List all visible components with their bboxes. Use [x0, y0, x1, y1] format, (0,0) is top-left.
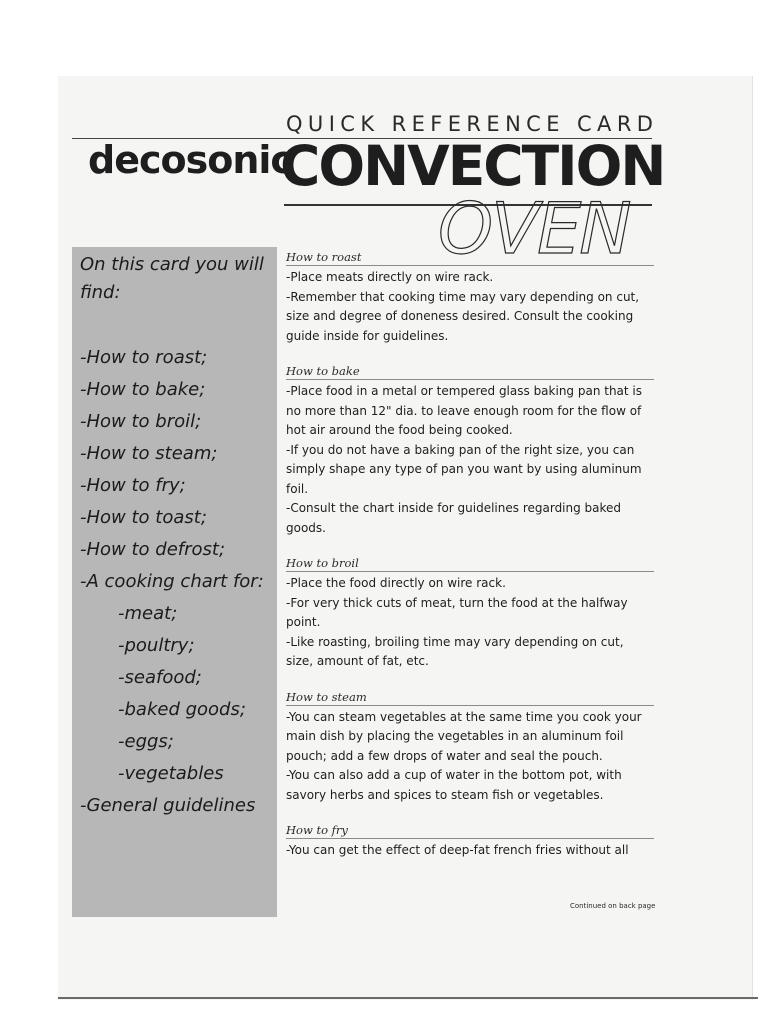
- section-title: How to steam: [286, 690, 654, 706]
- list-item: -How to toast;: [80, 507, 207, 528]
- instruction-line: -Remember that cooking time may vary depending on cut, size and degree of doneness desired. Consult the cooking guide inside for guidelines.: [286, 289, 640, 343]
- instruction-line: -Consult the chart inside for guidelines regarding baked goods.: [286, 501, 622, 535]
- list-item: -How to defrost;: [80, 539, 226, 560]
- section-title: How to fry: [286, 823, 654, 839]
- instruction-line: -Like roasting, broiling time may vary depending on cut, size, amount of fat, etc.: [286, 634, 624, 668]
- chart-list-item: -baked goods;: [118, 699, 246, 720]
- instruction-line: -Place food in a metal or tempered glass baking pan that is no more than 12" dia. to leave enough room for the flow of hot air around the food being cooked.: [286, 384, 643, 437]
- sidebar-intro: On this card you will find:: [80, 254, 264, 303]
- list-item: -General guidelines: [80, 795, 256, 816]
- instruction-line: -You can also add a cup of water in the bottom pot, with savory herbs and spices to steam fish or vegetables.: [286, 768, 622, 802]
- section-title: How to roast: [286, 250, 654, 266]
- instruction-line: -You can get the effect of deep-fat french fries without all: [286, 843, 629, 857]
- product-title: CONVECTION: [280, 134, 665, 198]
- section-bake: [286, 364, 654, 538]
- instruction-line: -Place the food directly on wire rack.: [286, 576, 506, 590]
- list-item: -A cooking chart for:: [80, 571, 264, 592]
- chart-list-item: -seafood;: [118, 667, 202, 688]
- contents-list: [80, 342, 280, 822]
- chart-list-item: -meat;: [118, 603, 178, 624]
- section-roast: [286, 250, 654, 346]
- card-label: QUICK REFERENCE CARD: [286, 112, 659, 136]
- brand-logo: decosonic: [88, 138, 292, 182]
- list-item: -How to roast;: [80, 347, 208, 368]
- page-edge-line: [58, 997, 758, 999]
- product-subtitle: OVEN: [438, 188, 630, 270]
- instruction-line: -If you do not have a baking pan of the right size, you can simply shape any type of pan you want by using aluminum foil.: [286, 442, 642, 496]
- instruction-line: -For very thick cuts of meat, turn the food at the halfway point.: [286, 595, 628, 629]
- list-item: -How to fry;: [80, 475, 186, 496]
- section-title: How to broil: [286, 556, 654, 572]
- list-item: -How to steam;: [80, 443, 218, 464]
- list-item: -How to broil;: [80, 411, 202, 432]
- contents-sidebar: [72, 247, 277, 917]
- section-fry: [286, 823, 654, 861]
- instruction-line: -You can steam vegetables at the same time you cook your main dish by placing the vegetables in an aluminum foil pouch; add a few drops of water and seal the pouch.: [286, 709, 642, 763]
- chart-list-item: -poultry;: [118, 635, 195, 656]
- instruction-line: -Place meats directly on wire rack.: [286, 270, 494, 284]
- instructions-column: [286, 250, 654, 861]
- section-title: How to bake: [286, 364, 654, 380]
- list-item: -How to bake;: [80, 379, 206, 400]
- chart-list-item: -eggs;: [118, 731, 174, 752]
- continued-note: Continued on back page: [570, 902, 656, 910]
- chart-list-item: -vegetables: [118, 763, 224, 784]
- section-steam: [286, 690, 654, 806]
- section-broil: [286, 556, 654, 672]
